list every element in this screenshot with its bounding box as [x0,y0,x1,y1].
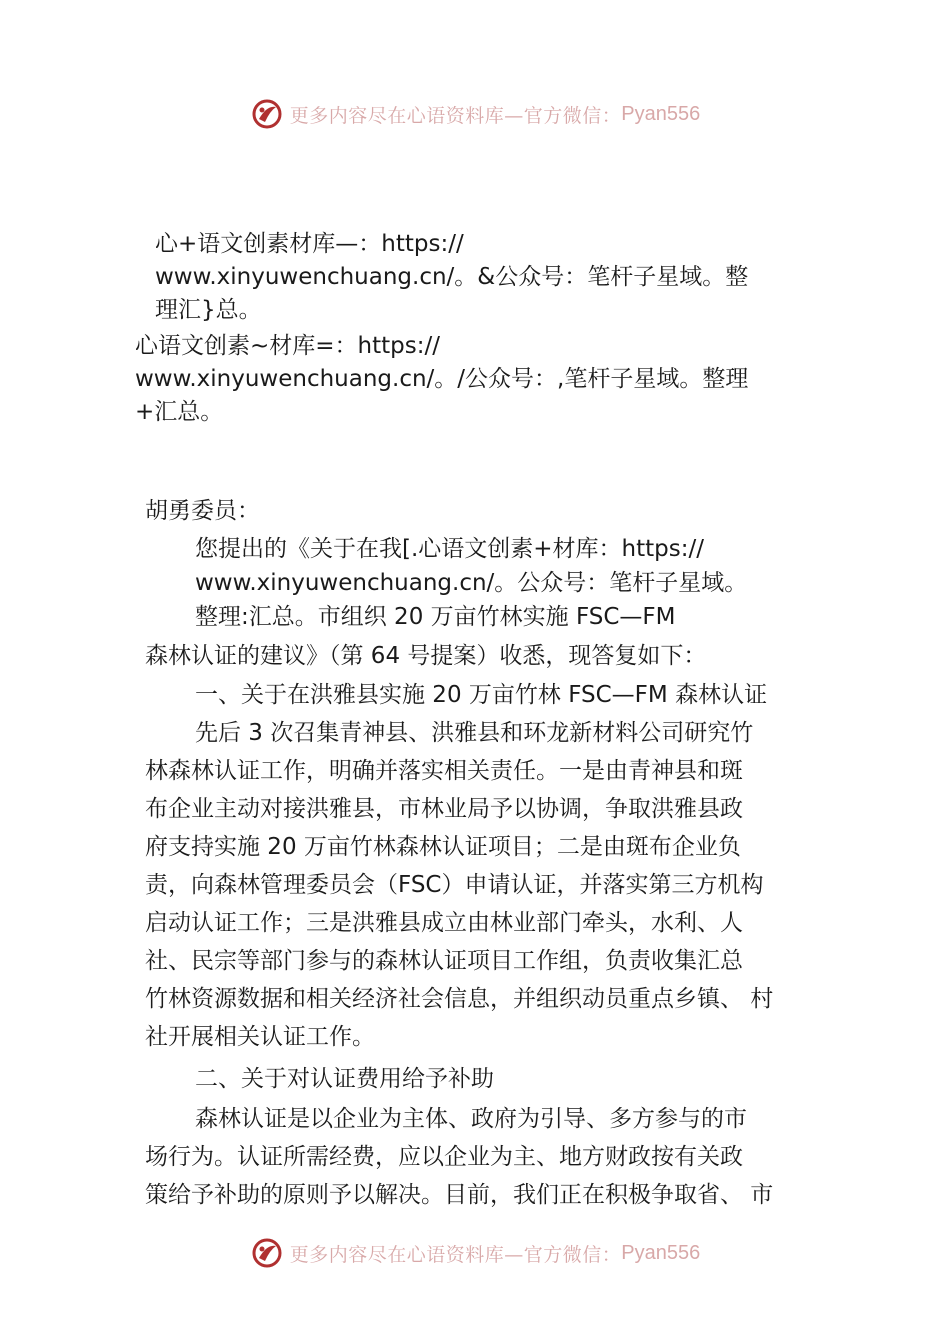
intro-line: 您提出的《关于在我[.心语文创素+材库：https:// [195,536,704,562]
section1-line: 启动认证工作；三是洪雅县成立由林业部门牵头，水利、人 [145,910,743,936]
footer-banner-text: 更多内容尽在心语资料库—官方微信： [289,1243,622,1266]
watermark-line: www.xinyuwenchuang.cn/。&公众号：笔杆子星域。整 [155,264,749,290]
header-banner [0,94,950,134]
watermark-line: 心语文创素~材库=：https:// [135,333,440,359]
section1-line: 责，向森林管理委员会（FSC）申请认证，并落实第三方机构 [145,872,764,898]
brush-seal-icon [250,97,284,131]
section2-line: 策给予补助的原则予以解决。目前，我们正在积极争取省、 市 [145,1182,774,1208]
watermark-line: 心+语文创素材库—：https:// [155,231,464,257]
brush-seal-icon [250,1236,284,1270]
watermark-line: +汇总。 [135,399,224,425]
section1-line: 林森林认证工作，明确并落实相关责任。一是由青神县和斑 [145,758,743,784]
section2-heading: 二、关于对认证费用给予补助 [195,1066,494,1092]
intro-line: 森林认证的建议》（第 64 号提案）收悉，现答复如下： [145,643,707,669]
footer-banner [0,1233,950,1273]
salutation: 胡勇委员： [145,498,260,524]
section2-line: 森林认证是以企业为主体、政府为引导、多方参与的市 [195,1106,747,1132]
watermark-line: 理汇}总。 [155,297,262,323]
section1-line: 布企业主动对接洪雅县，市林业局予以协调，争取洪雅县政 [145,796,743,822]
section1-line: 先后 3 次召集青神县、洪雅县和环龙新材料公司研究竹 [195,720,754,746]
watermark-line: www.xinyuwenchuang.cn/。/公众号：,笔杆子星域。整理 [135,366,749,392]
section1-heading: 一、关于在洪雅县实施 20 万亩竹林 FSC—FM 森林认证 [195,682,768,708]
header-banner-text: 更多内容尽在心语资料库—官方微信： [289,104,622,127]
header-banner-wechat: Pyan556 [621,102,701,125]
footer-banner-wechat: Pyan556 [621,1241,701,1264]
section1-line: 社开展相关认证工作。 [145,1024,375,1050]
intro-line: 整理:汇总。市组织 20 万亩竹林实施 FSC—FM [195,604,676,630]
section1-line: 社、民宗等部门参与的森林认证项目工作组，负责收集汇总 [145,948,743,974]
section2-line: 场行为。认证所需经费，应以企业为主、地方财政按有关政 [145,1144,743,1170]
section1-line: 竹林资源数据和相关经济社会信息，并组织动员重点乡镇、 村 [145,986,774,1012]
intro-line: www.xinyuwenchuang.cn/。公众号：笔杆子星域。 [195,570,748,596]
section1-line: 府支持实施 20 万亩竹林森林认证项目；二是由斑布企业负 [145,834,741,860]
